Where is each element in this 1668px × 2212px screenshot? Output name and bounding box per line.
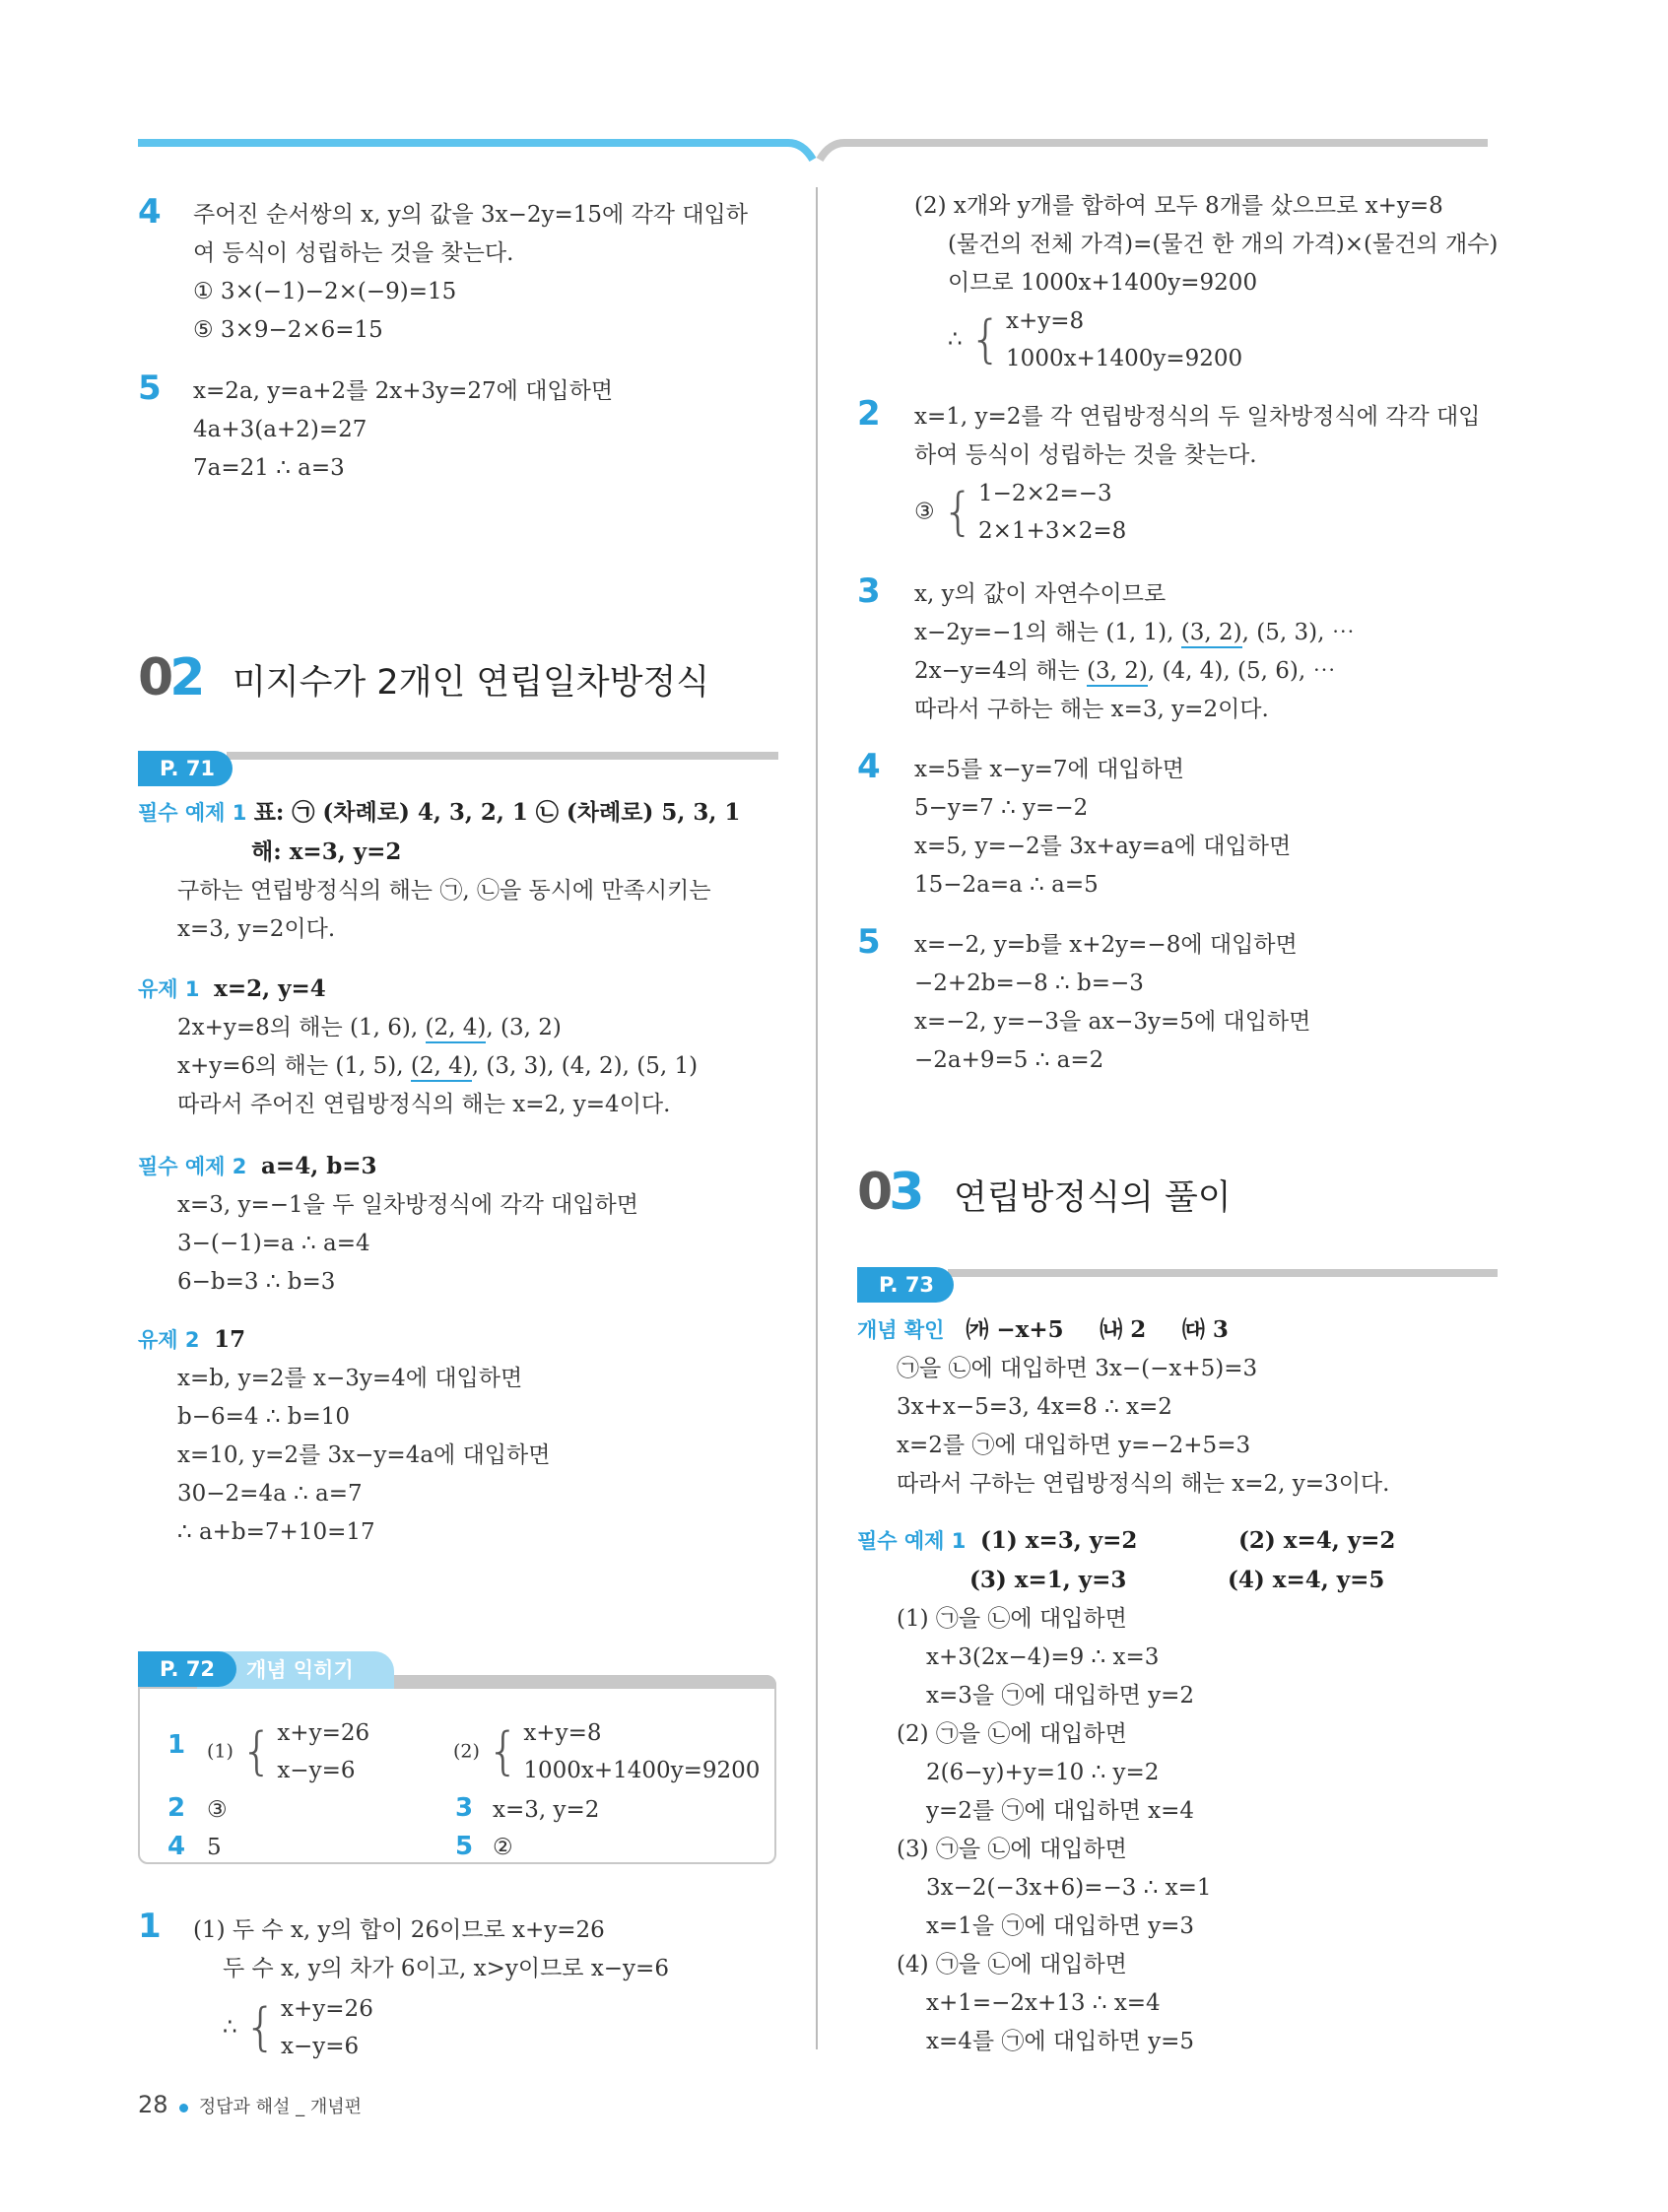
solution-2: x=1, y=2를 각 연립방정식의 두 일차방정식에 각각 대입 하여 등식이 성립하는 것을 찾는다. ③ { 1−2×2=−3 2×1+3×2=8	[914, 404, 1481, 544]
page-ref-badge: P. 72	[138, 1651, 236, 1687]
solution-4: 주어진 순서쌍의 x, y의 값을 3x−2y=15에 각각 대입하 여 등식이 성립하는 것을 찾는다. ① 3×(−1)−2×(−9)=15 ⑤ 3×9−2×6=15	[193, 202, 748, 343]
section-title: 연립방정식의 풀이	[954, 1178, 1232, 1218]
section-number: 02	[138, 648, 202, 707]
question-number: 4	[857, 747, 881, 786]
box-answer-4: 5	[207, 1835, 222, 1860]
box-item-number: 4	[167, 1832, 186, 1861]
solution-3: x, y의 값이 자연수이므로 x−2y=−1의 해는 (1, 1), (3, 2), (5, 3), ⋯ 2x−y=4의 해는 (3, 2), (4, 4), (5, 6), ⋯ 따라서 구하는 해는 x=3, y=2이다.	[914, 581, 1355, 722]
page-ref-badge: P. 73	[857, 1267, 954, 1303]
section-rule	[948, 1269, 1498, 1277]
solution-4-right: x=5를 x−y=7에 대입하면 5−y=7 ∴ y=−2 x=5, y=−2를 3x+ay=a에 대입하면 15−2a=a ∴ a=5	[914, 757, 1292, 898]
concept-check: 개념 확인 ㈎ −x+5 ㈏ 2 ㈐ 3 ㉠을 ㉡에 대입하면 3x−(−x+5)=3 3x+x−5=3, 4x=8 ∴ x=2 x=2를 ㉠에 대입하면 y=−2+5=3 따라서 구하는 연립방정식의 해는 x=2, y=3이다.	[857, 1316, 1390, 1497]
page-number: 28	[138, 2091, 168, 2118]
brace-icon: {	[968, 310, 1003, 369]
box-answer-3: x=3, y=2	[493, 1797, 600, 1823]
practice-1: 유제 1 x=2, y=4 2x+y=8의 해는 (1, 6), (2, 4), (3, 2) x+y=6의 해는 (1, 5), (2, 4), (3, 3), (4, 2), (5, 1) 따라서 주어진 연립방정식의 해는 x=2, y=4이다.	[138, 975, 699, 1117]
question-number: 3	[857, 571, 881, 611]
brace-icon: {	[487, 1722, 520, 1781]
box-item-number: 5	[455, 1832, 474, 1861]
question-number: 5	[857, 922, 881, 962]
question-number: 2	[857, 394, 881, 434]
brace-icon: {	[243, 1998, 278, 2057]
question-number: 5	[138, 369, 162, 408]
question-number: 4	[138, 192, 162, 232]
box-item-number: 1	[167, 1730, 186, 1760]
footer-dot-icon	[179, 2104, 188, 2112]
solution-1-continued: (2) x개와 y개를 합하여 모두 8개를 샀으므로 x+y=8 (물건의 전체 가격)=(물건 한 개의 가격)×(물건의 개수) 이므로 1000x+1400y=9200 ∴ { x+y=8 1000x+1400y=9200	[914, 193, 1499, 371]
box-answer-1-1: (1) { x+y=26 x−y=6	[207, 1720, 370, 1783]
section-number: 03	[857, 1163, 921, 1222]
page-ref-badge: P. 71	[138, 751, 233, 786]
brace-icon: {	[941, 483, 975, 542]
required-example-2: 필수 예제 2 a=4, b=3 x=3, y=−1을 두 일차방정식에 각각 대입하면 3−(−1)=a ∴ a=4 6−b=3 ∴ b=3	[138, 1153, 638, 1295]
required-example-1-right: 필수 예제 1 (1) x=3, y=2 (2) x=4, y=2 (3) x=1, y=3 (4) x=4, y=5 (1) ㉠을 ㉡에 대입하면 x+3(2x−4)=9 ∴ x=3 x=3을 ㉠에 대입하면 y=2 (2) ㉠을 ㉡에 대입하면 2(6−y)+y=10 ∴ y=2 y=2를 ㉠에 대입하면 x=4 (3) ㉠을 ㉡에 대입하면 3x−2(−3x+6)=−3 ∴ x=1 x=1을 ㉠에 대입하면 y=3 (4) ㉠을 ㉡에 대입하면 x+1=−2x+13 ∴ x=4 x=4를 ㉠에 대입하면 y=5	[857, 1527, 1396, 2054]
required-example-1: 필수 예제 1 표: ㉠ (차례로) 4, 3, 2, 1 ㉡ (차례로) 5, 3, 1 해: x=3, y=2 구하는 연립방정식의 해는 ㉠, ㉡을 동시에 만족시키는 x=3, y=2이다.	[138, 799, 741, 942]
brace-icon: {	[240, 1722, 274, 1781]
question-number: 1	[138, 1907, 162, 1946]
concept-tab-label: 개념 익히기	[246, 1658, 354, 1682]
right-column	[834, 0, 1668, 2212]
section-rule	[227, 752, 778, 760]
box-item-number: 3	[455, 1793, 474, 1823]
practice-2: 유제 2 17 x=b, y=2를 x−3y=4에 대입하면 b−6=4 ∴ b=10 x=10, y=2를 3x−y=4a에 대입하면 30−2=4a ∴ a=7 ∴ a+b=7+10=17	[138, 1326, 551, 1545]
solution-5-right: x=−2, y=b를 x+2y=−8에 대입하면 −2+2b=−8 ∴ b=−3 x=−2, y=−3을 ax−3y=5에 대입하면 −2a+9=5 ∴ a=2	[914, 932, 1311, 1073]
section-title: 미지수가 2개인 연립일차방정식	[233, 663, 710, 703]
footer	[138, 2091, 362, 2118]
box-answer-2: ③	[207, 1797, 228, 1823]
solution-5: x=2a, y=a+2를 2x+3y=27에 대입하면 4a+3(a+2)=27 7a=21 ∴ a=3	[193, 378, 614, 481]
box-answer-1-2: (2) { x+y=8 1000x+1400y=9200	[453, 1720, 761, 1783]
solution-1: (1) 두 수 x, y의 합이 26이므로 x+y=26 두 수 x, y의 차가 6이고, x>y이므로 x−y=6 ∴ { x+y=26 x−y=6	[193, 1917, 669, 2059]
footer-text: 정답과 해설 _ 개념편	[198, 2097, 363, 2117]
box-answer-5: ②	[493, 1835, 513, 1860]
box-item-number: 2	[167, 1793, 186, 1823]
